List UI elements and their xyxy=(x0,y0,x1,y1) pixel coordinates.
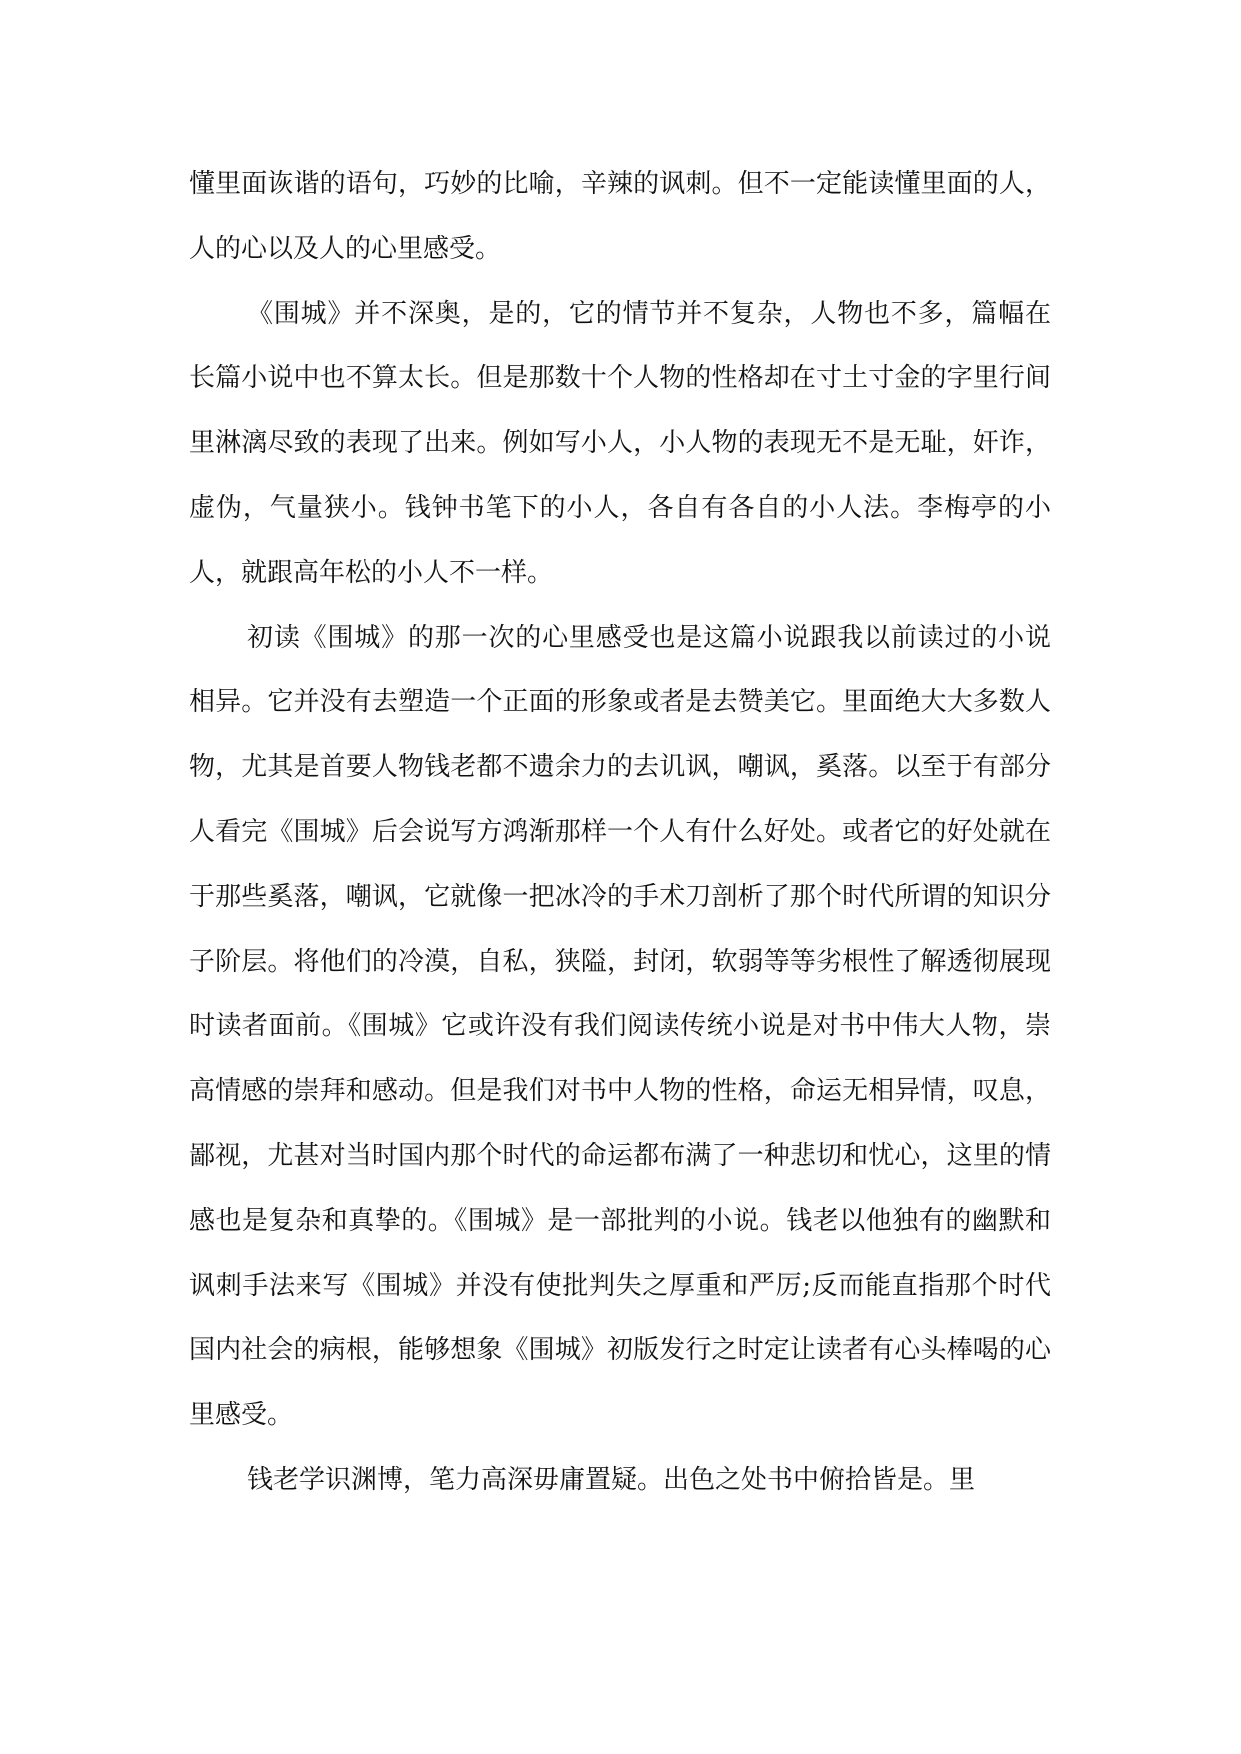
document-body xyxy=(189,152,1051,1513)
paragraph-4: 钱老学识渊博，笔力高深毋庸置疑。出色之处书中俯拾皆是。里 xyxy=(247,1464,976,1495)
paragraph-1: 懂里面诙谐的语句，巧妙的比喻，辛辣的讽刺。但不一定能读懂里面的人，人的心以及人的心里感受。 xyxy=(189,169,1051,264)
paragraph-3: 初读《围城》的那一次的心里感受也是这篇小说跟我以前读过的小说相异。它并没有去塑造一个正面的形象或者是去赞美它。里面绝大大多数人物，尤其是首要人物钱老都不遗余力的去讥讽，嘲讽，奚落。以至于有部分人看完《围城》后会说写方鸿渐那样一个人有什么好处。或者它的好处就在于那些奚落，嘲讽，它就像一把冰冷的手术刀剖析了那个时代所谓的知识分子阶层。将他们的冷漠，自私，狭隘，封闭，软弱等等劣根性了解透彻展现时读者面前。《围城》它或许没有我们阅读传统小说是对书中伟大人物，崇高情感的崇拜和感动。但是我们对书中人物的性格，命运无相异情，叹息，鄙视，尤甚对当时国内那个时代的命运都布满了一种悲切和忧心，这里的情感也是复杂和真挚的。《围城》是一部批判的小说。钱老以他独有的幽默和讽刺手法来写《围城》并没有使批判失之厚重和严厉;反而能直指那个时代国内社会的病根，能够想象《围城》初版发行之时定让读者有心头棒喝的心里感受。 xyxy=(189,622,1051,1431)
paragraph-2: 《围城》并不深奥，是的，它的情节并不复杂，人物也不多，篇幅在长篇小说中也不算太长。但是那数十个人物的性格却在寸土寸金的字里行间里淋漓尽致的表现了出来。例如写小人，小人物的表现无不是无耻，奸诈，虚伪，气量狭小。钱钟书笔下的小人，各自有各自的小人法。李梅亭的小人，就跟高年松的小人不一样。 xyxy=(189,298,1051,588)
